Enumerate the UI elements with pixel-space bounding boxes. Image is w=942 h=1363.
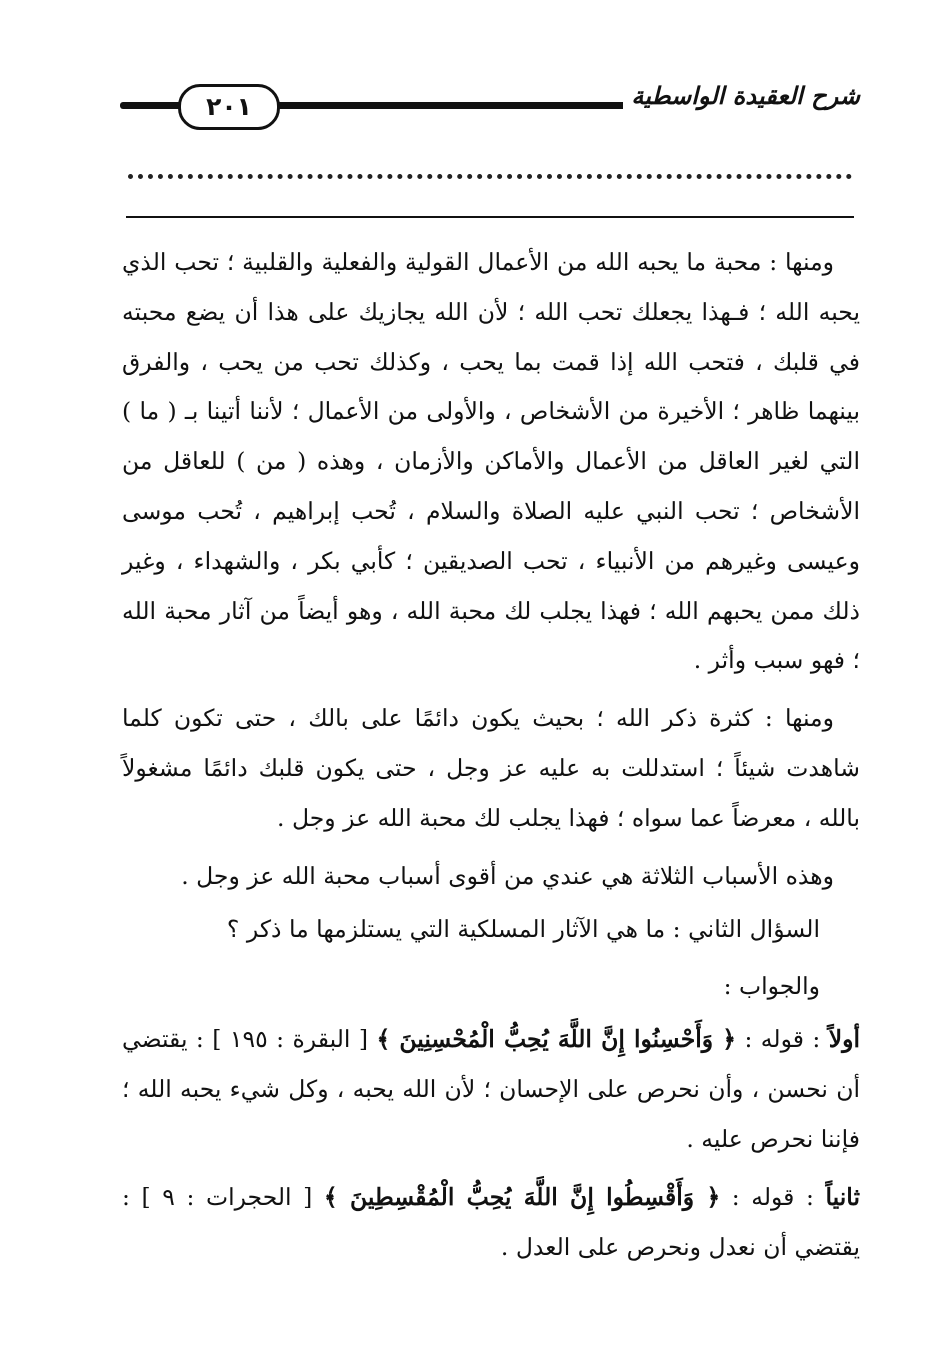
point-first-text: يقتضي أن نحسن ، وأن نحرص على الإحسان ؛ لأن الله يحبه ، وكل شيء يحبه الله ؛ فإننا نحرص عليه . [122, 1025, 860, 1153]
point-first-label: أولاً [828, 1025, 860, 1054]
point-second-intro: : قوله : [720, 1182, 826, 1211]
book-title: شرح العقيدة الواسطية [623, 82, 860, 110]
paragraph-love-deeds: ومنها : محبة ما يحبه الله من الأعمال القولية والفعلية والقلبية ؛ تحب الذي يحبه الله ؛ فـهذا يجعلك تحب الله ؛ لأن الله يجازيك على هذا أن يضع محبته في قلبك ، فتحب الله إذا قمت بما يحب ، وكذلك تحب من يحب ، والفرق بينهما ظاهر ؛ الأخيرة من الأشخاص ، والأولى من الأعمال ؛ لأننا أتينا بـ ( ما ) التي لغير العاقل من الأعمال والأماكن والأزمان ، وهذه ( من ) للعاقل من الأشخاص ؛ تحب النبي عليه الصلاة والسلام ، تُحب إبراهيم ، تُحب موسى وعيسى وغيرهم من الأنبياء ، تحب الصديقين ؛ كأبي بكر ، والشهداء ، وغير ذلك ممن يحبهم الله ؛ فهذا يجلب لك محبة الله ، وهو أيضاً من آثار محبة الله ؛ فهو سبب وأثر . [122, 248, 860, 675]
verse-qist: ﴿ وَأَقْسِطُوا إِنَّ اللَّهَ يُحِبُّ الْمُقْسِطِينَ ﴾ [323, 1182, 721, 1211]
verse-ihsan-reference: [ البقرة : ١٩٥ ] : [187, 1025, 377, 1054]
question-two: السؤال الثاني : ما هي الآثار المسلكية التي يستلزمها ما ذكر ؟ [226, 915, 820, 944]
answer-heading: والجواب : [723, 972, 820, 1001]
point-second-text: يقتضي أن نعدل ونحرص على العدل . [500, 1232, 860, 1261]
verse-ihsan: ﴿ وَأَحْسِنُوا إِنَّ اللَّهَ يُحِبُّ الْمُحْسِنِينَ ﴾ [376, 1025, 737, 1054]
solid-separator [126, 216, 854, 218]
point-second-label: ثانياً [825, 1182, 860, 1211]
paragraph-remembrance: ومنها : كثرة ذكر الله ؛ بحيث يكون دائمًا على بالك ، حتى تكون كلما شاهدت شيئاً ؛ استدللت به عليه عز وجل ، حتى يكون قلبك دائمًا مشغولاً بالله ، معرضاً عما سواه ؛ فهذا يجلب لك محبة الله عز وجل . [122, 704, 860, 832]
dotted-separator [128, 174, 852, 179]
point-second [122, 1173, 860, 1273]
point-first-intro: : قوله : [736, 1025, 829, 1054]
page-header [120, 78, 860, 134]
page-number: ٢٠١ [178, 84, 280, 130]
page-body [122, 238, 860, 1272]
verse-qist-reference: [ الحجرات : ٩ ] : [122, 1182, 324, 1211]
point-first [122, 1015, 860, 1164]
paragraph-three-causes: وهذه الأسباب الثلاثة هي عندي من أقوى أسباب محبة الله عز وجل . [181, 861, 834, 890]
